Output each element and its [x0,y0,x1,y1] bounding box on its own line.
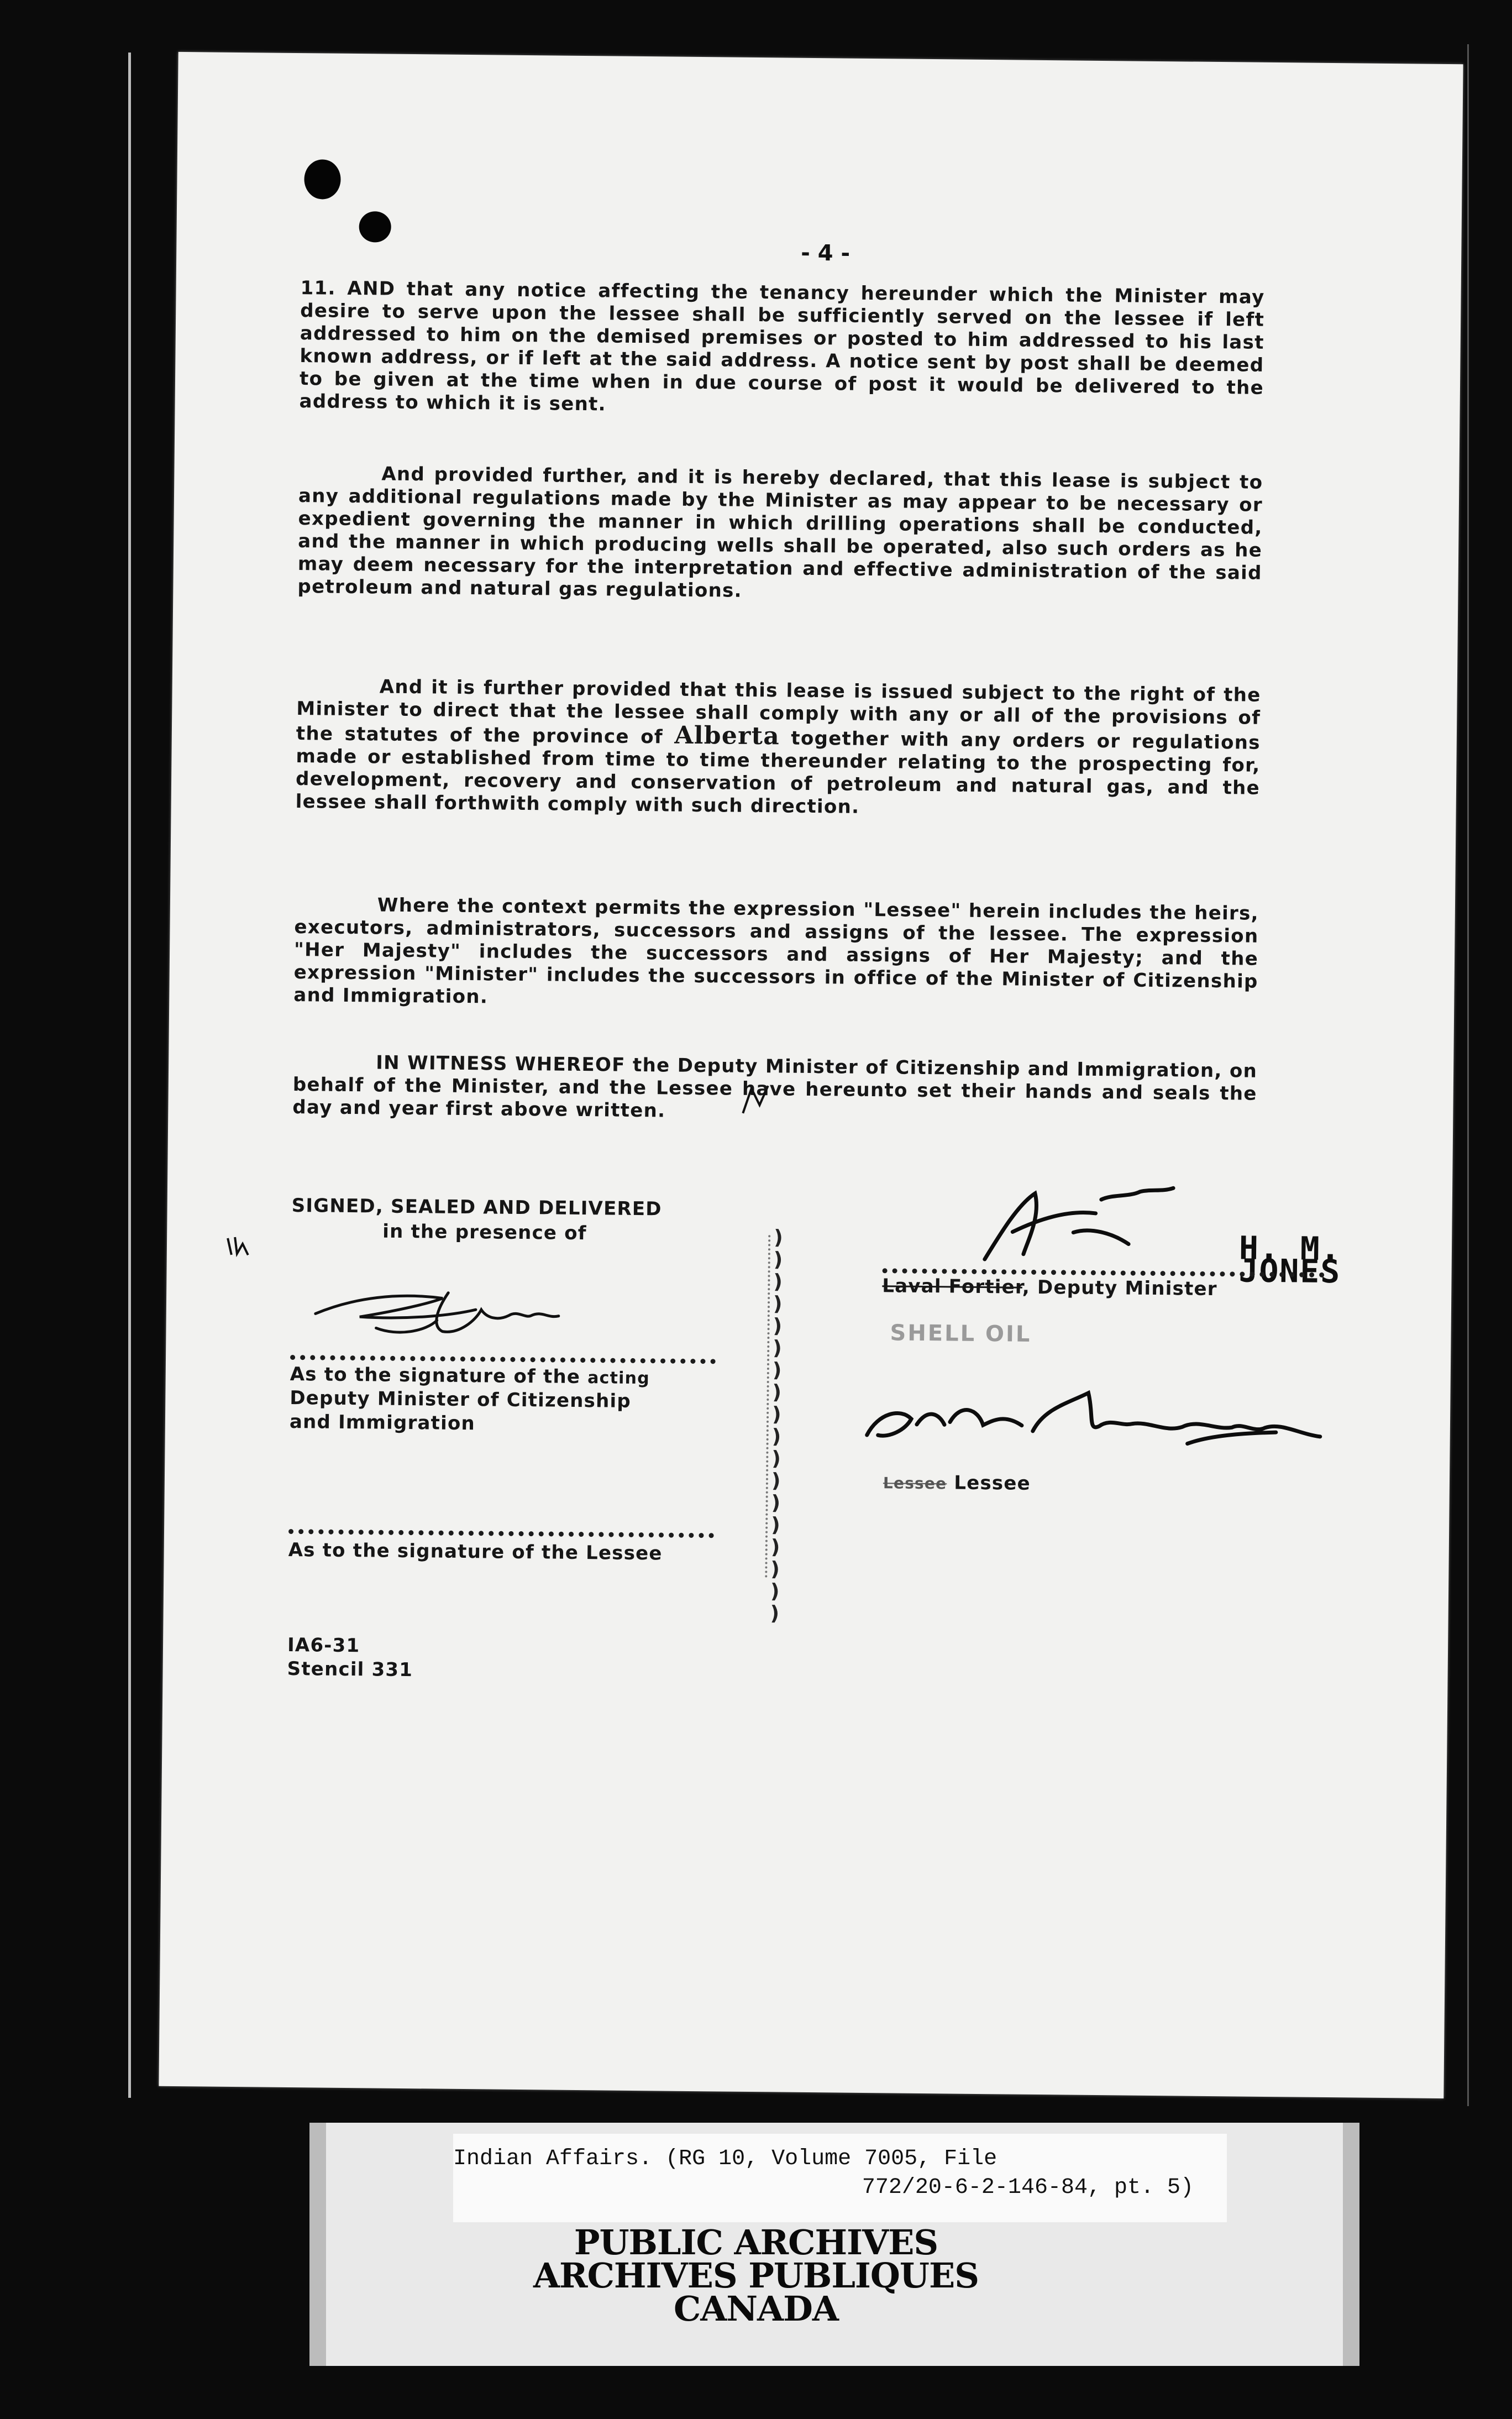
archive-stamp-line3: CANADA [673,2289,839,2329]
witness-text-before: IN WITNESS WHEREOF the [375,1051,678,1077]
deputy-minister-name-stamp: H. M. JONES [1238,1229,1341,1291]
document-page [159,52,1463,2098]
archive-reference-line2: 772/20-6-2-146-84, pt. 5) [862,2175,1194,2200]
paragraph-definitions: Where the context permits the expression "Lessee" herein includes the heirs, executors, administrators, successors and assigns of the lessee. The expression "Her Majesty" includes the successors and assigns of Her Majesty; and the expression "Minister" includes the successors in office of the Minister of Citizenship and Immigration. [293,894,1259,1008]
witness-signature-handwritten [309,1275,620,1344]
province-text-after: together with any orders or regulations made or established from time to time thereunder relating to the prospecting for, development, recovery and conservation of petroleum and natural gas, and the lessee shall forthwith comply with such direction. [295,727,1261,818]
lessee-signature-handwritten [855,1369,1354,1484]
margin-tick-mark [225,1233,253,1260]
province-text-before: And it is further provided that this lease is issued subject to the right of the Minister to direct that the lessee shall comply with any or all of the provisions of the statutes of the province of [296,676,1261,748]
as-to-minister-label-line1: As to the signature of the acting [290,1363,650,1389]
deputy-minister-signature-handwritten [963,1171,1229,1273]
column-divider [765,1235,770,1578]
acting-insert: acting [587,1368,650,1389]
paragraph-witness [292,1051,1257,1128]
lessee-label: Lessee Lessee [883,1472,1031,1495]
page-number: - 4 - [801,240,851,266]
deputy-minister-title: Laval Fortier, Deputy Minister [882,1275,1217,1301]
bracket-column: ) ) ) ) ) ) ) ) ) ) ) ) ) ) ) ) ) ) [770,1226,783,1625]
archive-stamp-line1: PUBLIC ARCHIVES [574,2222,938,2263]
form-code-line2: Stencil 331 [287,1657,413,1682]
archive-stamp-line2: ARCHIVES PUBLIQUES [533,2255,979,2296]
paragraph-regulations: And provided further, and it is hereby declared, that this lease is subject to any additional regulations made by the Minister as may appear to be necessary or expedient governing the manner in which drilling operations shall be conducted, and the manner in which producing wells shall be operated, also such orders as he may deem necessary for the interpretation and effective administration of the said petroleum and natural gas regulations. [297,463,1263,602]
form-code-line1: IA6-31 [287,1633,360,1657]
archive-reference-line1: Indian Affairs. (RG 10, Volume 7005, File [453,2146,998,2171]
as-to-minister-label-line3: and Immigration [289,1410,476,1435]
punch-hole [304,159,341,200]
witness-minister-signature-line [290,1355,716,1364]
faint-company-stamp: SHELL OIL [890,1320,1032,1347]
paragraph-11: 11. AND that any notice affecting the tenancy hereunder which the Minister may desire to serve upon the lessee shall be sufficiently served on the lessee if left addressed to him on the demised premises or posted to him addressed to his last known address, or if left at the said address. A notice sent by post shall be deemed to be given at the time when in due course of post it would be delivered to the address to which it is sent. [299,277,1265,416]
paragraph-province [296,675,1261,823]
province-name: Alberta [674,721,780,751]
witness-text-after: Deputy Minister of Citizenship and Immigration, on behalf of the Minister, and the Lessee have hereunto set their hands and seals the day and year first above written. [292,1054,1258,1122]
struck-lessee: Lessee [883,1474,947,1493]
handwritten-initial-mark [740,1083,774,1117]
as-to-minister-label-line2: Deputy Minister of Citizenship [290,1386,632,1412]
presence-of-label: in the presence of [382,1220,587,1245]
punch-hole [359,211,391,243]
signed-sealed-heading: SIGNED, SEALED AND DELIVERED [291,1194,662,1221]
witness-lessee-signature-line [288,1529,714,1538]
film-edge-line [1467,44,1469,2106]
as-to-lessee-label: As to the signature of the Lessee [288,1538,663,1565]
film-edge-line [128,53,131,2098]
archive-reference-label [453,2134,1227,2222]
struck-name: Laval Fortier [882,1275,1023,1298]
